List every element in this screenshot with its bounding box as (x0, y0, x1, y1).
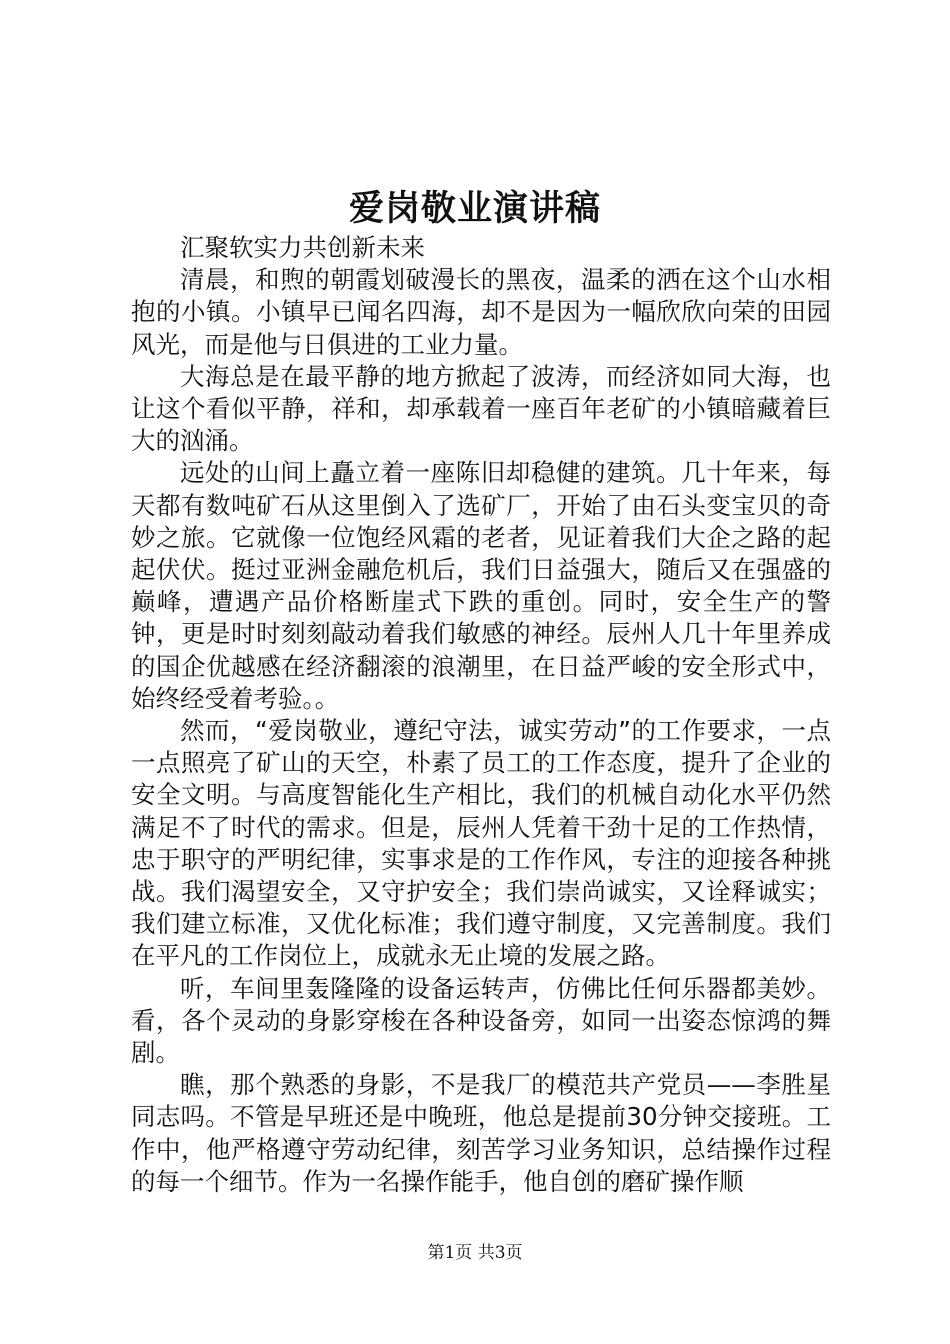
paragraph: 远处的山间上矗立着一座陈旧却稳健的建筑。几十年来，每天都有数吨矿石从这里倒入了选矿厂，开始了由石头变宝贝的奇妙之旅。它就像一位饱经风霜的老者，见证着我们大企之路的起起伏伏。挺过亚洲金融危机后，我们日益强大，随后又在强盛的巅峰，遭遇产品价格断崖式下跌的重创。同时，安全生产的警钟，更是时时刻刻敲动着我们敏感的神经。辰州人几十年里养成的国企优越感在经济翻滚的浪潮里，在日益严峻的安全形式中，始终经受着考验。。 (131, 458, 831, 713)
paragraph-subtitle: 汇聚软实力共创新未来 (180, 233, 425, 262)
paragraph: 大海总是在最平静的地方掀起了波涛，而经济如同大海，也让这个看似平静，祥和，却承载着一座百年老矿的小镇暗藏着巨大的汹涌。 (131, 361, 831, 456)
paragraph: 听，车间里轰隆隆的设备运转声，仿佛比任何乐器都美妙。看，各个灵动的身影穿梭在各种设备旁，如同一出姿态惊鸿的舞剧。 (131, 973, 831, 1068)
paragraph: 然而，“爱岗敬业，遵纪守法，诚实劳动”的工作要求，一点一点照亮了矿山的天空，朴素了员工的工作态度，提升了企业的安全文明。与高度智能化生产相比，我们的机械自动化水平仍然满足不了时代的需求。但是，辰州人凭着干劲十足的工作热情，忠于职守的严明纪律，实事求是的工作作风，专注的迎接各种挑战。我们渴望安全，又守护安全；我们崇尚诚实，又诠释诚实；我们建立标准，又优化标准；我们遵守制度，又完善制度。我们在平凡的工作岗位上，成就永无止境的发展之路。 (131, 716, 831, 971)
paragraph: 瞧，那个熟悉的身影，不是我厂的模范共产党员——李胜星同志吗。不管是早班还是中晚班，他总是提前30分钟交接班。工作中，他严格遵守劳动纪律，刻苦学习业务知识，总结操作过程的每一个细节。作为一名操作能手，他自创的磨矿操作顺 (131, 1070, 831, 1196)
paragraph: 清晨，和煦的朝霞划破漫长的黑夜，温柔的洒在这个山水相抱的小镇。小镇早已闻名四海，却不是因为一幅欣欣向荣的田园风光，而是他与日俱进的工业力量。 (131, 265, 831, 359)
page-footer: 第1页 共3页 (427, 1243, 523, 1263)
document-title: 爱岗敬业演讲稿 (348, 188, 601, 229)
document-body (131, 232, 831, 1198)
